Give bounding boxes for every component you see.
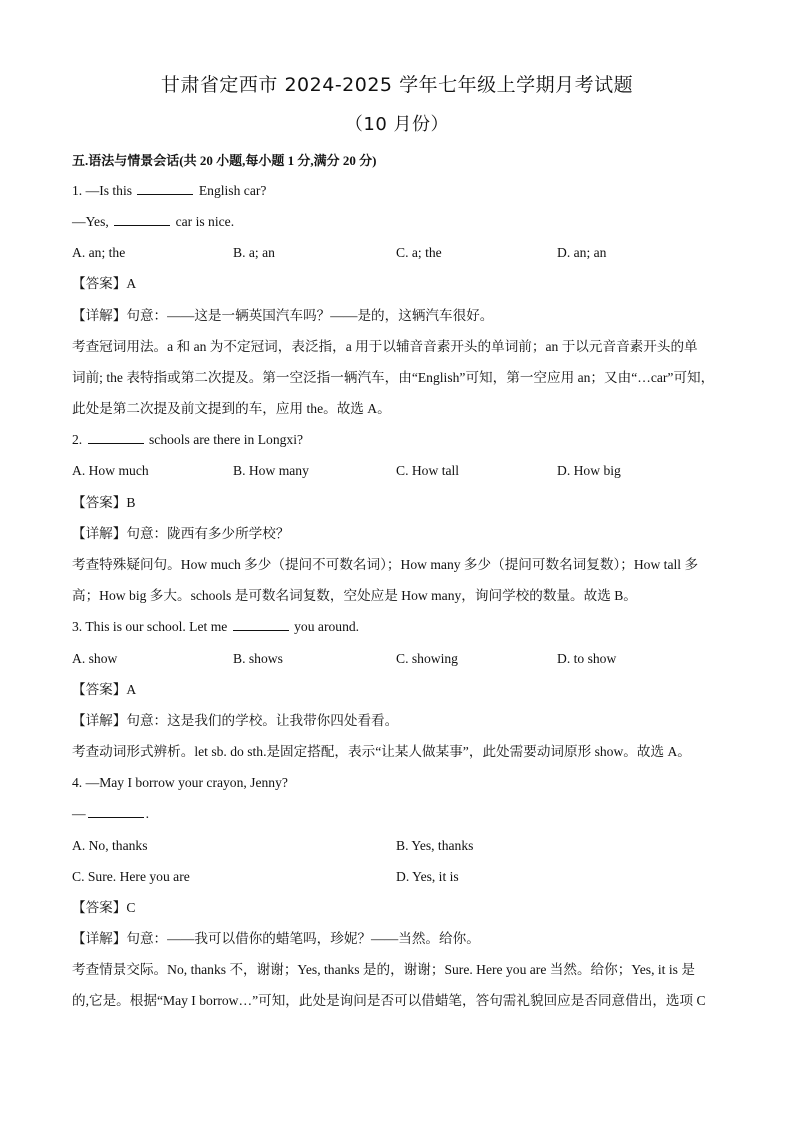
q2-explain-2: 高；How big 多大。schools 是可数名词复数，空处应是 How many，询问学校的数量。故选 B。 [72,588,637,603]
q1-blank-2 [114,213,170,226]
q2-explain-1: 考查特殊疑问句。How much 多少（提问不可数名词）；How many 多少（提问可数名词复数）；How tall 多 [72,557,699,572]
q4-option-c: C. Sure. Here you are [72,869,190,884]
q1-reply-start: —Yes, [72,214,109,229]
q2-stem-start: 2. [72,432,83,447]
q4-answer: 【答案】C [72,900,136,915]
q2-stem [72,431,303,449]
page-title: 甘肃省定西市 2024-2025 学年七年级上学期月考试题 [160,74,634,96]
q3-option-b: B. shows [233,651,283,666]
q4-detail: 【详解】句意：——我可以借你的蜡笔吗，珍妮？——当然。给你。 [72,931,480,946]
q3-option-d: D. to show [557,651,617,666]
q3-explain-1: 考查动词形式辨析。let sb. do sth.是固定搭配，表示“让某人做某事”，此处需要动词原形 show。故选 A。 [72,744,691,759]
q1-explain-1: 考查冠词用法。a 和 an 为不定冠词，表泛指，a 用于以辅音音素开头的单词前；an 于以元音音素开头的单 [72,339,698,354]
q2-blank [88,431,144,444]
q1-reply-end: car is nice. [175,214,235,229]
q1-answer: 【答案】A [72,276,137,291]
q1-stem-end: English car? [198,183,267,198]
q4-stem: 4. —May I borrow your crayon, Jenny? [72,775,288,790]
q2-detail: 【详解】句意：陇西有多少所学校？ [72,526,290,541]
q1-stem-start: 1. —Is this [72,183,133,198]
q1-blank-1 [137,182,193,195]
q3-stem-start: 3. This is our school. Let me [72,619,228,634]
q2-answer: 【答案】B [72,495,136,510]
q4-reply-start: — [72,806,86,821]
q2-option-c: C. How tall [396,463,460,478]
section-heading: 五.语法与情景会话(共 20 小题,每小题 1 分,满分 20 分) [72,153,377,168]
q1-option-d: D. an; an [557,245,607,260]
q1-explain-2: 词前; the 表特指或第二次提及。第一空泛指一辆汽车，由“English”可知，第一空应用 an；又由“…car”可知， [72,370,715,385]
q3-answer: 【答案】A [72,682,137,697]
q2-option-b: B. How many [233,463,309,478]
q4-option-b: B. Yes, thanks [396,838,474,853]
q4-option-a: A. No, thanks [72,838,148,853]
q4-option-d: D. Yes, it is [396,869,459,884]
q1-reply [72,213,234,231]
q3-option-a: A. show [72,651,118,666]
q4-reply-end: . [145,806,149,821]
q1-option-c: C. a; the [396,245,442,260]
q1-stem [72,182,266,200]
q2-option-a: A. How much [72,463,149,478]
q4-reply [72,805,149,823]
q1-option-a: A. an; the [72,245,126,260]
q4-explain-1: 考查情景交际。No, thanks 不，谢谢；Yes, thanks 是的，谢谢；Sure. Here you are 当然。给你；Yes, it is 是 [72,962,695,977]
q4-blank [88,805,144,818]
q1-option-b: B. a; an [233,245,275,260]
q3-stem [72,618,359,636]
q3-option-c: C. showing [396,651,458,666]
q3-detail: 【详解】句意：这是我们的学校。让我带你四处看看。 [72,713,399,728]
q3-stem-end: you around. [294,619,360,634]
q1-detail: 【详解】句意：——这是一辆英国汽车吗？——是的，这辆汽车很好。 [72,308,494,323]
q2-stem-end: schools are there in Longxi? [149,432,304,447]
q1-explain-3: 此处是第二次提及前文提到的车，应用 the。故选 A。 [72,401,391,416]
q3-blank [233,618,289,631]
q4-explain-2: 的,它是。根据“May I borrow…”可知，此处是询问是否可以借蜡笔，答句需礼貌回应是否同意借出，选项 C [72,993,706,1008]
page-subtitle: （10 月份） [344,114,450,135]
q2-option-d: D. How big [557,463,621,478]
